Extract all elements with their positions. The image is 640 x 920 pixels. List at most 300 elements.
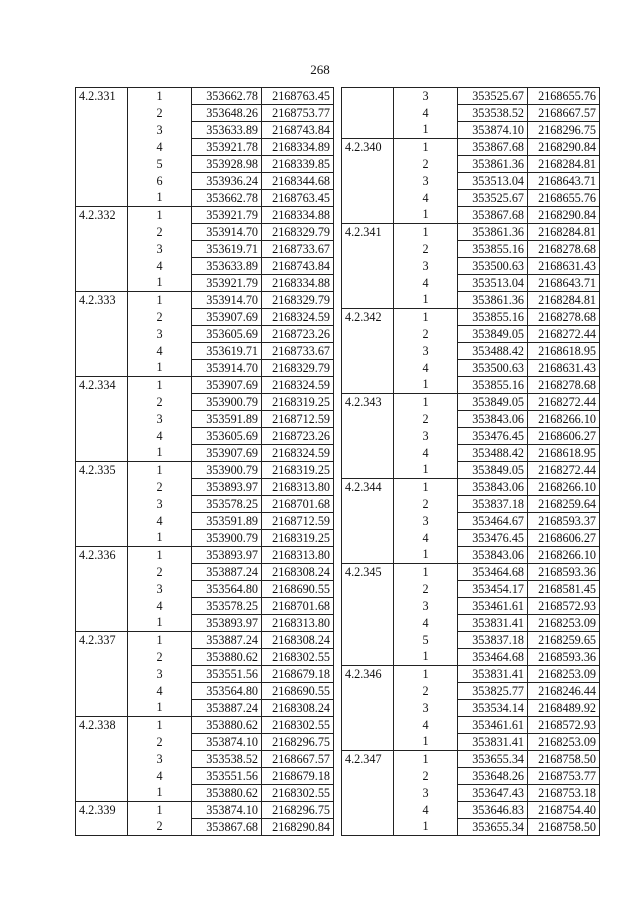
y-coordinate: 2168334.88 bbox=[262, 275, 334, 292]
table-row bbox=[76, 377, 334, 394]
section-id bbox=[342, 207, 394, 224]
table-row bbox=[342, 292, 600, 309]
point-number: 2 bbox=[394, 683, 458, 700]
x-coordinate: 353605.69 bbox=[192, 428, 262, 445]
y-coordinate: 2168266.10 bbox=[528, 547, 600, 564]
y-coordinate: 2168284.81 bbox=[528, 156, 600, 173]
x-coordinate: 353914.70 bbox=[192, 292, 262, 309]
x-coordinate: 353564.80 bbox=[192, 683, 262, 700]
x-coordinate: 353880.62 bbox=[192, 785, 262, 802]
y-coordinate: 2168701.68 bbox=[262, 598, 334, 615]
x-coordinate: 353874.10 bbox=[458, 122, 528, 139]
point-number: 4 bbox=[394, 105, 458, 122]
x-coordinate: 353893.97 bbox=[192, 615, 262, 632]
point-number: 1 bbox=[394, 479, 458, 496]
point-number: 3 bbox=[394, 343, 458, 360]
section-id bbox=[342, 717, 394, 734]
x-coordinate: 353900.79 bbox=[192, 462, 262, 479]
section-id bbox=[76, 394, 128, 411]
point-number: 3 bbox=[394, 700, 458, 717]
x-coordinate: 353843.06 bbox=[458, 479, 528, 496]
x-coordinate: 353551.56 bbox=[192, 666, 262, 683]
table-row bbox=[342, 258, 600, 275]
y-coordinate: 2168296.75 bbox=[528, 122, 600, 139]
y-coordinate: 2168324.59 bbox=[262, 377, 334, 394]
table-row bbox=[342, 88, 600, 105]
section-id bbox=[76, 309, 128, 326]
x-coordinate: 353861.36 bbox=[458, 224, 528, 241]
section-id: 4.2.341 bbox=[342, 224, 394, 241]
page-number: 268 bbox=[310, 62, 330, 77]
point-number: 2 bbox=[128, 105, 192, 122]
table-row bbox=[342, 785, 600, 802]
point-number: 3 bbox=[394, 258, 458, 275]
y-coordinate: 2168313.80 bbox=[262, 615, 334, 632]
y-coordinate: 2168643.71 bbox=[528, 173, 600, 190]
section-id: 4.2.332 bbox=[76, 207, 128, 224]
table-row bbox=[342, 819, 600, 836]
table-row bbox=[342, 632, 600, 649]
section-id bbox=[76, 224, 128, 241]
table-row bbox=[76, 258, 334, 275]
point-number: 4 bbox=[128, 683, 192, 700]
table-row bbox=[76, 598, 334, 615]
table-row bbox=[342, 700, 600, 717]
section-id bbox=[76, 513, 128, 530]
x-coordinate: 353880.62 bbox=[192, 649, 262, 666]
table-row bbox=[76, 122, 334, 139]
x-coordinate: 353513.04 bbox=[458, 173, 528, 190]
section-id: 4.2.344 bbox=[342, 479, 394, 496]
point-number: 1 bbox=[394, 139, 458, 156]
x-coordinate: 353921.78 bbox=[192, 139, 262, 156]
x-coordinate: 353476.45 bbox=[458, 530, 528, 547]
x-coordinate: 353837.18 bbox=[458, 632, 528, 649]
point-number: 1 bbox=[394, 122, 458, 139]
section-id: 4.2.337 bbox=[76, 632, 128, 649]
x-coordinate: 353605.69 bbox=[192, 326, 262, 343]
point-number: 2 bbox=[128, 394, 192, 411]
y-coordinate: 2168272.44 bbox=[528, 462, 600, 479]
section-id bbox=[76, 173, 128, 190]
table-row bbox=[342, 377, 600, 394]
y-coordinate: 2168701.68 bbox=[262, 496, 334, 513]
table-row bbox=[76, 224, 334, 241]
point-number: 1 bbox=[128, 207, 192, 224]
y-coordinate: 2168593.37 bbox=[528, 513, 600, 530]
y-coordinate: 2168631.43 bbox=[528, 360, 600, 377]
table-row bbox=[342, 428, 600, 445]
x-coordinate: 353936.24 bbox=[192, 173, 262, 190]
table-row bbox=[342, 462, 600, 479]
y-coordinate: 2168631.43 bbox=[528, 258, 600, 275]
section-id: 4.2.340 bbox=[342, 139, 394, 156]
x-coordinate: 353500.63 bbox=[458, 258, 528, 275]
table-row bbox=[342, 649, 600, 666]
section-id bbox=[76, 343, 128, 360]
point-number: 4 bbox=[128, 428, 192, 445]
table-row bbox=[76, 343, 334, 360]
section-id bbox=[76, 411, 128, 428]
y-coordinate: 2168643.71 bbox=[528, 275, 600, 292]
point-number: 2 bbox=[394, 326, 458, 343]
y-coordinate: 2168667.57 bbox=[262, 751, 334, 768]
section-id: 4.2.331 bbox=[76, 88, 128, 105]
x-coordinate: 353488.42 bbox=[458, 343, 528, 360]
point-number: 1 bbox=[128, 445, 192, 462]
point-number: 3 bbox=[394, 598, 458, 615]
point-number: 2 bbox=[394, 241, 458, 258]
point-number: 1 bbox=[394, 377, 458, 394]
section-id bbox=[342, 649, 394, 666]
table-row bbox=[342, 802, 600, 819]
table-row bbox=[76, 683, 334, 700]
y-coordinate: 2168308.24 bbox=[262, 632, 334, 649]
point-number: 1 bbox=[394, 462, 458, 479]
point-number: 1 bbox=[128, 275, 192, 292]
y-coordinate: 2168712.59 bbox=[262, 411, 334, 428]
x-coordinate: 353534.14 bbox=[458, 700, 528, 717]
x-coordinate: 353900.79 bbox=[192, 530, 262, 547]
y-coordinate: 2168753.77 bbox=[262, 105, 334, 122]
x-coordinate: 353867.68 bbox=[458, 139, 528, 156]
table-row bbox=[342, 666, 600, 683]
x-coordinate: 353831.41 bbox=[458, 615, 528, 632]
section-id bbox=[342, 377, 394, 394]
point-number: 3 bbox=[128, 751, 192, 768]
point-number: 1 bbox=[394, 224, 458, 241]
y-coordinate: 2168763.45 bbox=[262, 88, 334, 105]
section-id bbox=[76, 649, 128, 666]
section-id bbox=[76, 666, 128, 683]
section-id bbox=[76, 360, 128, 377]
point-number: 1 bbox=[394, 207, 458, 224]
x-coordinate: 353849.05 bbox=[458, 394, 528, 411]
section-id: 4.2.336 bbox=[76, 547, 128, 564]
y-coordinate: 2168339.85 bbox=[262, 156, 334, 173]
point-number: 4 bbox=[394, 530, 458, 547]
table-row bbox=[76, 496, 334, 513]
table-row bbox=[342, 530, 600, 547]
section-id bbox=[76, 819, 128, 836]
x-coordinate: 353633.89 bbox=[192, 122, 262, 139]
section-id bbox=[342, 156, 394, 173]
x-coordinate: 353551.56 bbox=[192, 768, 262, 785]
table-row bbox=[342, 173, 600, 190]
table-row bbox=[76, 428, 334, 445]
section-id bbox=[76, 326, 128, 343]
table-row bbox=[76, 326, 334, 343]
point-number: 3 bbox=[128, 581, 192, 598]
y-coordinate: 2168334.88 bbox=[262, 207, 334, 224]
y-coordinate: 2168313.80 bbox=[262, 547, 334, 564]
section-id: 4.2.338 bbox=[76, 717, 128, 734]
y-coordinate: 2168253.09 bbox=[528, 666, 600, 683]
y-coordinate: 2168593.36 bbox=[528, 564, 600, 581]
section-id: 4.2.347 bbox=[342, 751, 394, 768]
y-coordinate: 2168319.25 bbox=[262, 530, 334, 547]
x-coordinate: 353500.63 bbox=[458, 360, 528, 377]
section-id bbox=[342, 496, 394, 513]
section-id bbox=[76, 751, 128, 768]
y-coordinate: 2168743.84 bbox=[262, 258, 334, 275]
section-id: 4.2.346 bbox=[342, 666, 394, 683]
point-number: 2 bbox=[128, 309, 192, 326]
x-coordinate: 353619.71 bbox=[192, 343, 262, 360]
table-row bbox=[342, 768, 600, 785]
table-row bbox=[342, 581, 600, 598]
section-id bbox=[76, 105, 128, 122]
y-coordinate: 2168758.50 bbox=[528, 751, 600, 768]
y-coordinate: 2168733.67 bbox=[262, 241, 334, 258]
section-id bbox=[342, 632, 394, 649]
point-number: 3 bbox=[394, 513, 458, 530]
x-coordinate: 353831.41 bbox=[458, 666, 528, 683]
y-coordinate: 2168606.27 bbox=[528, 428, 600, 445]
point-number: 2 bbox=[394, 581, 458, 598]
x-coordinate: 353867.68 bbox=[192, 819, 262, 836]
table-row bbox=[76, 241, 334, 258]
y-coordinate: 2168329.79 bbox=[262, 292, 334, 309]
x-coordinate: 353525.67 bbox=[458, 88, 528, 105]
x-coordinate: 353887.24 bbox=[192, 632, 262, 649]
y-coordinate: 2168606.27 bbox=[528, 530, 600, 547]
x-coordinate: 353907.69 bbox=[192, 377, 262, 394]
x-coordinate: 353867.68 bbox=[458, 207, 528, 224]
y-coordinate: 2168679.18 bbox=[262, 768, 334, 785]
table-row bbox=[76, 139, 334, 156]
y-coordinate: 2168319.25 bbox=[262, 394, 334, 411]
section-id bbox=[76, 139, 128, 156]
table-row bbox=[342, 156, 600, 173]
x-coordinate: 353646.83 bbox=[458, 802, 528, 819]
section-id bbox=[76, 734, 128, 751]
section-id: 4.2.335 bbox=[76, 462, 128, 479]
y-coordinate: 2168572.93 bbox=[528, 598, 600, 615]
table-row bbox=[76, 700, 334, 717]
x-coordinate: 353538.52 bbox=[458, 105, 528, 122]
section-id bbox=[342, 258, 394, 275]
section-id bbox=[76, 564, 128, 581]
x-coordinate: 353907.69 bbox=[192, 445, 262, 462]
y-coordinate: 2168655.76 bbox=[528, 190, 600, 207]
x-coordinate: 353907.69 bbox=[192, 309, 262, 326]
y-coordinate: 2168754.40 bbox=[528, 802, 600, 819]
point-number: 2 bbox=[128, 224, 192, 241]
y-coordinate: 2168329.79 bbox=[262, 224, 334, 241]
y-coordinate: 2168758.50 bbox=[528, 819, 600, 836]
section-id bbox=[342, 105, 394, 122]
x-coordinate: 353591.89 bbox=[192, 513, 262, 530]
table-row bbox=[76, 275, 334, 292]
x-coordinate: 353921.79 bbox=[192, 207, 262, 224]
point-number: 3 bbox=[128, 326, 192, 343]
point-number: 3 bbox=[128, 411, 192, 428]
section-id bbox=[76, 615, 128, 632]
table-row bbox=[342, 734, 600, 751]
table-row bbox=[342, 683, 600, 700]
table-row bbox=[76, 819, 334, 836]
section-id bbox=[342, 122, 394, 139]
point-number: 3 bbox=[394, 428, 458, 445]
y-coordinate: 2168733.67 bbox=[262, 343, 334, 360]
y-coordinate: 2168679.18 bbox=[262, 666, 334, 683]
point-number: 1 bbox=[128, 88, 192, 105]
point-number: 2 bbox=[394, 496, 458, 513]
y-coordinate: 2168489.92 bbox=[528, 700, 600, 717]
table-row bbox=[76, 802, 334, 819]
table-row bbox=[76, 309, 334, 326]
section-id bbox=[342, 173, 394, 190]
y-coordinate: 2168272.44 bbox=[528, 326, 600, 343]
coordinates-table-left bbox=[75, 87, 334, 836]
point-number: 4 bbox=[128, 768, 192, 785]
section-id bbox=[342, 360, 394, 377]
y-coordinate: 2168302.55 bbox=[262, 785, 334, 802]
section-id: 4.2.345 bbox=[342, 564, 394, 581]
section-id bbox=[342, 547, 394, 564]
y-coordinate: 2168290.84 bbox=[528, 139, 600, 156]
table-row bbox=[76, 717, 334, 734]
table-row bbox=[342, 309, 600, 326]
section-id: 4.2.333 bbox=[76, 292, 128, 309]
table-row bbox=[342, 190, 600, 207]
x-coordinate: 353578.25 bbox=[192, 598, 262, 615]
table-row bbox=[76, 462, 334, 479]
table-row bbox=[342, 411, 600, 428]
section-id bbox=[342, 683, 394, 700]
x-coordinate: 353893.97 bbox=[192, 547, 262, 564]
section-id bbox=[342, 326, 394, 343]
table-row bbox=[76, 88, 334, 105]
section-id: 4.2.342 bbox=[342, 309, 394, 326]
x-coordinate: 353591.89 bbox=[192, 411, 262, 428]
point-number: 1 bbox=[128, 717, 192, 734]
table-row bbox=[342, 598, 600, 615]
x-coordinate: 353849.05 bbox=[458, 326, 528, 343]
point-number: 3 bbox=[394, 173, 458, 190]
x-coordinate: 353564.80 bbox=[192, 581, 262, 598]
point-number: 2 bbox=[128, 734, 192, 751]
section-id bbox=[76, 479, 128, 496]
table-row bbox=[342, 241, 600, 258]
x-coordinate: 353837.18 bbox=[458, 496, 528, 513]
x-coordinate: 353513.04 bbox=[458, 275, 528, 292]
y-coordinate: 2168278.68 bbox=[528, 377, 600, 394]
section-id bbox=[342, 530, 394, 547]
point-number: 2 bbox=[394, 411, 458, 428]
table-row bbox=[342, 496, 600, 513]
section-id bbox=[76, 445, 128, 462]
point-number: 1 bbox=[394, 819, 458, 836]
table-row bbox=[76, 207, 334, 224]
y-coordinate: 2168655.76 bbox=[528, 88, 600, 105]
x-coordinate: 353662.78 bbox=[192, 88, 262, 105]
y-coordinate: 2168723.26 bbox=[262, 428, 334, 445]
point-number: 4 bbox=[394, 802, 458, 819]
x-coordinate: 353900.79 bbox=[192, 394, 262, 411]
section-id bbox=[342, 190, 394, 207]
x-coordinate: 353655.34 bbox=[458, 751, 528, 768]
x-coordinate: 353831.41 bbox=[458, 734, 528, 751]
point-number: 1 bbox=[128, 615, 192, 632]
y-coordinate: 2168712.59 bbox=[262, 513, 334, 530]
x-coordinate: 353928.98 bbox=[192, 156, 262, 173]
table-row bbox=[76, 615, 334, 632]
table-row bbox=[76, 632, 334, 649]
section-id: 4.2.339 bbox=[76, 802, 128, 819]
point-number: 1 bbox=[128, 190, 192, 207]
x-coordinate: 353461.61 bbox=[458, 717, 528, 734]
x-coordinate: 353648.26 bbox=[458, 768, 528, 785]
y-coordinate: 2168259.64 bbox=[528, 496, 600, 513]
x-coordinate: 353843.06 bbox=[458, 411, 528, 428]
y-coordinate: 2168753.77 bbox=[528, 768, 600, 785]
point-number: 2 bbox=[394, 156, 458, 173]
table-row bbox=[342, 547, 600, 564]
x-coordinate: 353578.25 bbox=[192, 496, 262, 513]
y-coordinate: 2168296.75 bbox=[262, 734, 334, 751]
point-number: 2 bbox=[394, 768, 458, 785]
point-number: 2 bbox=[128, 649, 192, 666]
section-id bbox=[342, 445, 394, 462]
point-number: 1 bbox=[394, 547, 458, 564]
point-number: 1 bbox=[394, 666, 458, 683]
table-row bbox=[76, 530, 334, 547]
y-coordinate: 2168690.55 bbox=[262, 683, 334, 700]
x-coordinate: 353655.34 bbox=[458, 819, 528, 836]
y-coordinate: 2168324.59 bbox=[262, 309, 334, 326]
y-coordinate: 2168296.75 bbox=[262, 802, 334, 819]
x-coordinate: 353461.61 bbox=[458, 598, 528, 615]
point-number: 3 bbox=[128, 122, 192, 139]
point-number: 3 bbox=[128, 241, 192, 258]
y-coordinate: 2168272.44 bbox=[528, 394, 600, 411]
y-coordinate: 2168308.24 bbox=[262, 700, 334, 717]
point-number: 1 bbox=[128, 802, 192, 819]
table-row bbox=[76, 156, 334, 173]
table-row bbox=[76, 785, 334, 802]
point-number: 2 bbox=[128, 564, 192, 581]
table-row bbox=[342, 513, 600, 530]
x-coordinate: 353633.89 bbox=[192, 258, 262, 275]
table-row bbox=[342, 275, 600, 292]
section-id: 4.2.334 bbox=[76, 377, 128, 394]
table-row bbox=[342, 122, 600, 139]
y-coordinate: 2168319.25 bbox=[262, 462, 334, 479]
section-id bbox=[342, 411, 394, 428]
y-coordinate: 2168253.09 bbox=[528, 615, 600, 632]
section-id bbox=[76, 241, 128, 258]
table-row bbox=[342, 139, 600, 156]
y-coordinate: 2168284.81 bbox=[528, 292, 600, 309]
section-id bbox=[76, 496, 128, 513]
y-coordinate: 2168259.65 bbox=[528, 632, 600, 649]
point-number: 4 bbox=[394, 190, 458, 207]
y-coordinate: 2168266.10 bbox=[528, 411, 600, 428]
section-id bbox=[76, 428, 128, 445]
x-coordinate: 353855.16 bbox=[458, 241, 528, 258]
y-coordinate: 2168246.44 bbox=[528, 683, 600, 700]
point-number: 1 bbox=[394, 564, 458, 581]
x-coordinate: 353464.68 bbox=[458, 564, 528, 581]
y-coordinate: 2168329.79 bbox=[262, 360, 334, 377]
table-row bbox=[342, 394, 600, 411]
x-coordinate: 353825.77 bbox=[458, 683, 528, 700]
x-coordinate: 353880.62 bbox=[192, 717, 262, 734]
coordinates-table-right bbox=[341, 87, 600, 836]
point-number: 1 bbox=[128, 292, 192, 309]
